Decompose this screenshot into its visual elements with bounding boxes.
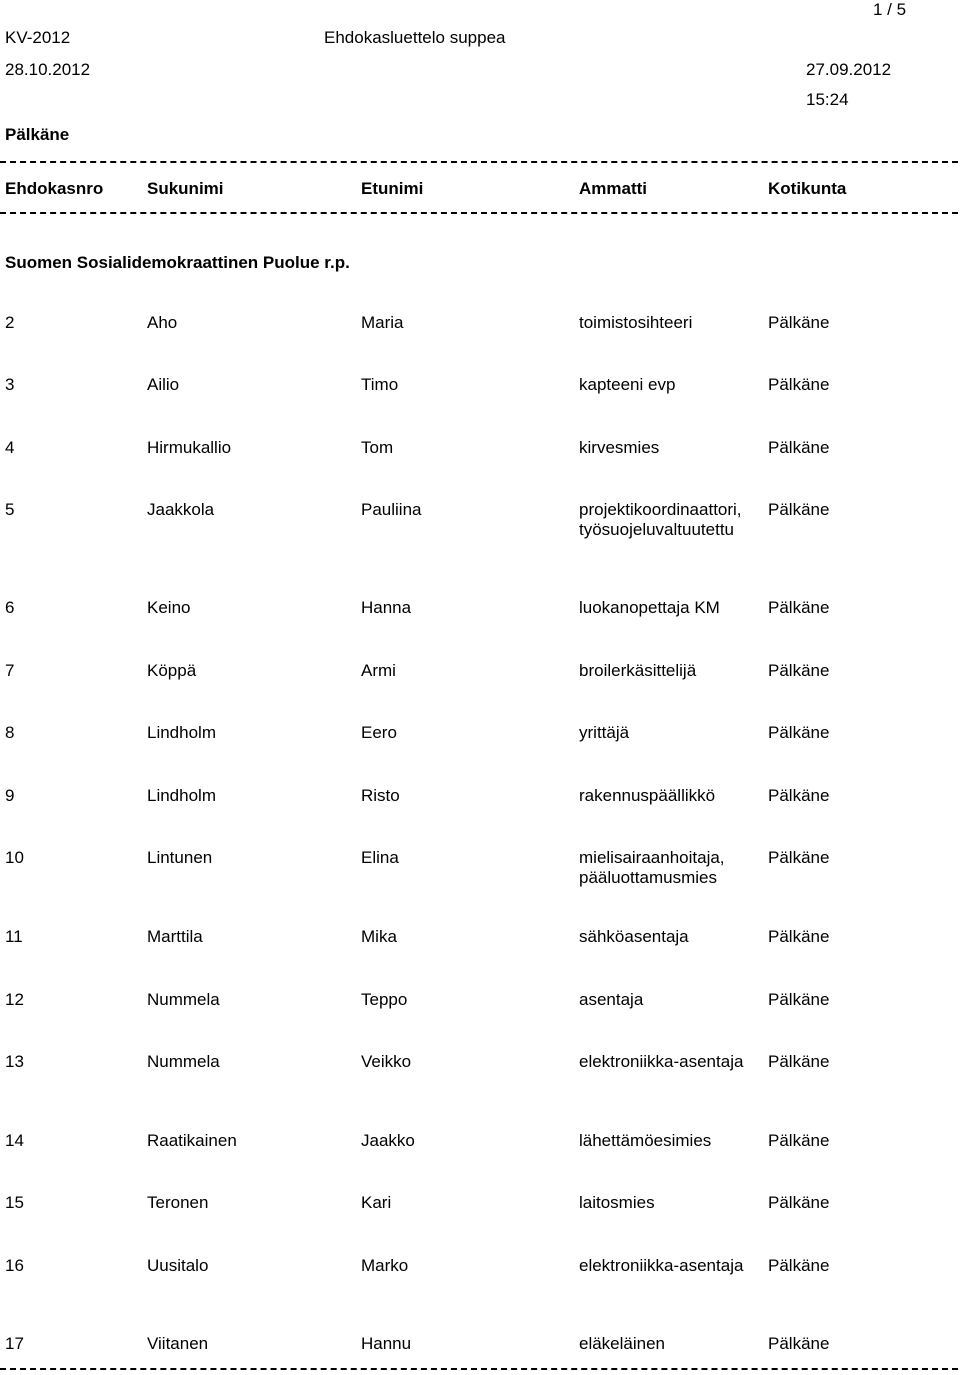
occupation-line: luokanopettaja KM: [579, 598, 720, 617]
occupation-line: projektikoordinaattori,: [579, 500, 742, 519]
candidate-row: [0, 1131, 960, 1151]
candidate-occupation: [579, 1131, 711, 1151]
candidate-number: 8: [5, 723, 15, 742]
candidate-occupation: [579, 375, 675, 395]
candidate-number: 6: [5, 598, 15, 617]
occupation-line: asentaja: [579, 990, 644, 1009]
occupation-line: kapteeni evp: [579, 375, 676, 394]
candidate-firstname: Jaakko: [361, 1131, 415, 1150]
occupation-line: pääluottamusmies: [579, 868, 717, 887]
candidate-number: 2: [5, 313, 15, 332]
candidate-firstname: Pauliina: [361, 500, 422, 519]
candidate-surname: Keino: [147, 598, 191, 617]
candidate-occupation: [579, 786, 715, 806]
candidate-occupation: [579, 723, 629, 743]
candidate-municipality: Pälkäne: [768, 313, 830, 332]
candidate-row: [0, 848, 960, 887]
candidate-row: [0, 1334, 960, 1354]
municipality-heading: Pälkäne: [5, 125, 70, 144]
occupation-line: toimistosihteeri: [579, 313, 693, 332]
candidate-surname: Marttila: [147, 927, 203, 946]
candidate-surname: Aho: [147, 313, 178, 332]
candidate-firstname: Mika: [361, 927, 397, 946]
candidate-municipality: Pälkäne: [768, 990, 830, 1009]
candidate-row: [0, 598, 960, 618]
candidate-surname: Köppä: [147, 661, 197, 680]
candidate-surname: Nummela: [147, 990, 220, 1009]
candidate-firstname: Risto: [361, 786, 400, 805]
candidate-municipality: Pälkäne: [768, 438, 830, 457]
occupation-line: yrittäjä: [579, 723, 630, 742]
page-counter: 1 / 5: [873, 0, 907, 19]
candidate-surname: Uusitalo: [147, 1256, 209, 1275]
occupation-line: laitosmies: [579, 1193, 655, 1212]
candidate-surname: Viitanen: [147, 1334, 209, 1353]
candidate-municipality: Pälkäne: [768, 1256, 830, 1275]
candidate-number: 16: [5, 1256, 24, 1275]
occupation-line: työsuojeluvaltuutettu: [579, 520, 734, 539]
candidate-firstname: Timo: [361, 375, 399, 394]
candidate-municipality: Pälkäne: [768, 927, 830, 946]
candidate-number: 13: [5, 1052, 24, 1071]
candidate-row: [0, 927, 960, 947]
candidate-row: [0, 1256, 960, 1276]
candidate-number: 15: [5, 1193, 24, 1212]
occupation-line: mielisairaanhoitaja,: [579, 848, 725, 867]
candidate-municipality: Pälkäne: [768, 1193, 830, 1212]
occupation-line: lähettämöesimies: [579, 1131, 712, 1150]
candidate-surname: Raatikainen: [147, 1131, 237, 1150]
candidate-number: 10: [5, 848, 24, 867]
candidate-firstname: Veikko: [361, 1052, 412, 1071]
candidate-occupation: [579, 1193, 655, 1213]
print-date: 27.09.2012: [806, 60, 892, 79]
candidate-surname: Lindholm: [147, 786, 216, 805]
candidate-occupation: [579, 990, 643, 1010]
candidate-municipality: Pälkäne: [768, 1334, 830, 1353]
candidate-surname: Hirmukallio: [147, 438, 232, 457]
occupation-line: sähköasentaja: [579, 927, 689, 946]
candidate-row: [0, 786, 960, 806]
divider-bottom: [0, 1368, 958, 1370]
candidate-row: [0, 990, 960, 1010]
candidate-municipality: Pälkäne: [768, 661, 830, 680]
candidate-municipality: Pälkäne: [768, 375, 830, 394]
candidate-row: [0, 375, 960, 395]
divider-header: [0, 212, 958, 214]
candidate-occupation: [579, 1334, 665, 1354]
occupation-line: eläkeläinen: [579, 1334, 666, 1353]
occupation-line: kirvesmies: [579, 438, 660, 457]
candidate-occupation: [579, 598, 720, 618]
candidate-surname: Teronen: [147, 1193, 209, 1212]
candidate-surname: Jaakkola: [147, 500, 215, 519]
candidate-surname: Lintunen: [147, 848, 213, 867]
print-time: 15:24: [806, 90, 849, 109]
candidate-firstname: Hannu: [361, 1334, 412, 1353]
column-header-municipality: Kotikunta: [768, 179, 847, 198]
party-name: Suomen Sosialidemokraattinen Puolue r.p.: [5, 253, 350, 272]
candidate-occupation: [579, 1052, 743, 1072]
occupation-line: broilerkäsittelijä: [579, 661, 697, 680]
candidate-occupation: [579, 438, 659, 458]
column-header-surname: Sukunimi: [147, 179, 224, 198]
candidate-number: 4: [5, 438, 15, 457]
column-header-firstname: Etunimi: [361, 179, 424, 198]
candidate-firstname: Maria: [361, 313, 404, 332]
candidate-number: 14: [5, 1131, 24, 1150]
election-date: 28.10.2012: [5, 60, 91, 79]
candidate-occupation: [579, 313, 692, 333]
occupation-line: elektroniikka-asentaja: [579, 1256, 744, 1275]
candidate-municipality: Pälkäne: [768, 598, 830, 617]
candidate-municipality: Pälkäne: [768, 1131, 830, 1150]
candidate-number: 5: [5, 500, 15, 519]
candidate-municipality: Pälkäne: [768, 1052, 830, 1071]
candidate-firstname: Teppo: [361, 990, 408, 1009]
candidate-number: 3: [5, 375, 15, 394]
candidate-firstname: Kari: [361, 1193, 392, 1212]
candidate-row: [0, 500, 960, 539]
candidate-firstname: Armi: [361, 661, 396, 680]
candidate-surname: Lindholm: [147, 723, 216, 742]
occupation-line: elektroniikka-asentaja: [579, 1052, 744, 1071]
candidate-row: [0, 723, 960, 743]
occupation-line: rakennuspäällikkö: [579, 786, 716, 805]
divider-top: [0, 161, 958, 163]
candidate-firstname: Elina: [361, 848, 399, 867]
candidate-occupation: [579, 1256, 743, 1276]
candidate-municipality: Pälkäne: [768, 786, 830, 805]
candidate-number: 7: [5, 661, 15, 680]
candidate-surname: Nummela: [147, 1052, 220, 1071]
candidate-firstname: Tom: [361, 438, 394, 457]
candidate-surname: Ailio: [147, 375, 180, 394]
candidate-number: 12: [5, 990, 24, 1009]
candidate-occupation: [579, 927, 689, 947]
candidate-number: 17: [5, 1334, 24, 1353]
candidate-municipality: Pälkäne: [768, 848, 830, 867]
candidate-row: [0, 313, 960, 333]
candidate-occupation: [579, 661, 696, 681]
report-title: Ehdokasluettelo suppea: [324, 28, 506, 47]
candidate-firstname: Marko: [361, 1256, 409, 1275]
column-header-occupation: Ammatti: [579, 179, 648, 198]
candidate-row: [0, 1052, 960, 1072]
candidate-occupation: [579, 848, 725, 888]
candidate-number: 9: [5, 786, 15, 805]
candidate-firstname: Eero: [361, 723, 397, 742]
candidate-number: 11: [5, 927, 23, 946]
candidate-municipality: Pälkäne: [768, 723, 830, 742]
candidate-row: [0, 438, 960, 458]
candidate-firstname: Hanna: [361, 598, 412, 617]
candidate-row: [0, 661, 960, 681]
column-header-nro: Ehdokasnro: [5, 179, 104, 198]
candidate-municipality: Pälkäne: [768, 500, 830, 519]
column-headers: [0, 179, 960, 199]
candidate-occupation: [579, 500, 742, 540]
candidate-row: [0, 1193, 960, 1213]
election-code: KV-2012: [5, 28, 71, 47]
